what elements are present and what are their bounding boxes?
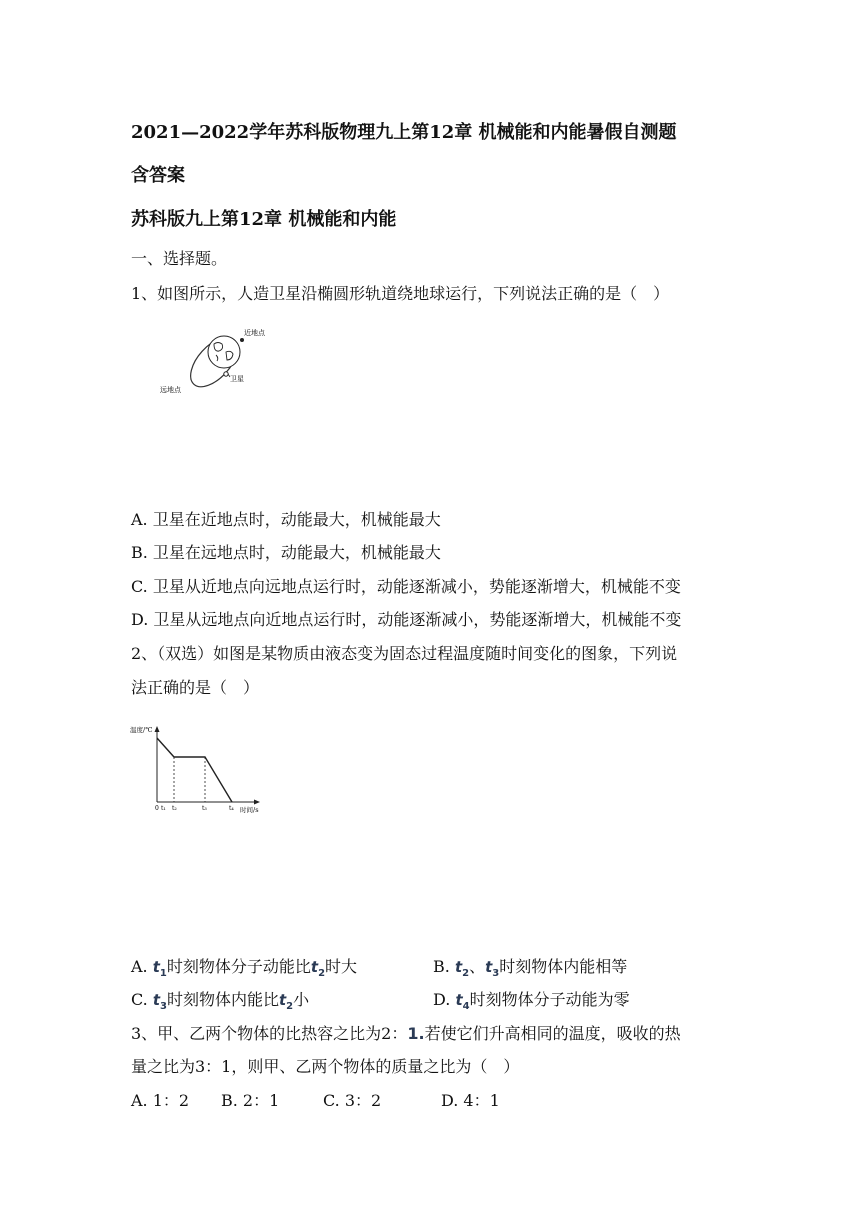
tick-t1: t₁ — [161, 805, 166, 812]
t4-symbol: $t_4$ — [455, 991, 470, 1012]
title-line-1: 2021—2022学年苏科版物理九上第12章 机械能和内能暑假自测题 — [131, 122, 677, 143]
tick-t2: t₂ — [172, 805, 177, 812]
question-3-stem-line-1: 3、甲、乙两个物体的比热容之比为2：1.若使它们升高相同的温度，吸收的热 — [131, 1024, 681, 1043]
axis-y-label: 温度/℃ — [130, 726, 153, 734]
q3-option-d: D. 4：1 — [441, 1091, 500, 1110]
q1-option-a: A. 卫星在近地点时，动能最大，机械能最大 — [131, 510, 441, 529]
tick-t4: t₄ — [229, 805, 234, 812]
satellite-orbit-figure — [156, 322, 276, 398]
origin-label: 0 — [155, 805, 159, 812]
label-satellite: 卫星 — [230, 375, 244, 383]
q3-option-b: B. 2：1 — [221, 1091, 280, 1110]
label-perigee: 近地点 — [244, 329, 265, 337]
t1-symbol: $t_1$ — [152, 958, 167, 979]
t2-symbol: $t_2$ — [310, 958, 326, 979]
title-line-2: 含答案 — [131, 165, 185, 186]
label-apogee: 远地点 — [160, 386, 181, 394]
q2-option-b: B. $t_2$、$t_3$时刻物体内能相等 — [433, 957, 628, 979]
q2-option-d: D. $t_4$时刻物体分子动能为零 — [433, 990, 630, 1012]
question-2-stem-line-2: 法正确的是（ ） — [131, 678, 260, 697]
t3-symbol: $t_3$ — [485, 958, 500, 979]
question-3-stem-line-2: 量之比为3：1，则甲、乙两个物体的质量之比为（ ） — [131, 1057, 520, 1076]
question-1-stem: 1、如图所示，人造卫星沿椭圆形轨道绕地球运行，下列说法正确的是（ ） — [131, 284, 670, 303]
section-heading: 一、选择题。 — [131, 249, 228, 268]
t2-symbol: $t_2$ — [279, 991, 294, 1012]
q1-option-c: C. 卫星从近地点向远地点运行时，动能逐渐减小，势能逐渐增大，机械能不变 — [131, 577, 681, 596]
axis-x-label: 时间/s — [240, 806, 259, 814]
q2-option-a: A. $t_1$时刻物体分子动能比$t_2$时大 — [131, 957, 358, 979]
q1-option-d: D. 卫星从远地点向近地点运行时，动能逐渐减小，势能逐渐增大，机械能不变 — [131, 610, 682, 629]
q2-option-c: C. $t_3$时刻物体内能比$t_2$小 — [131, 990, 310, 1012]
t2-symbol: $t_2$ — [454, 958, 470, 979]
t3-symbol: $t_3$ — [152, 991, 167, 1012]
cooling-curve-figure — [128, 722, 268, 814]
tick-t3: t₃ — [202, 805, 207, 812]
question-2-stem-line-1: 2、（双选）如图是某物质由液态变为固态过程温度随时间变化的图象，下列说 — [131, 644, 678, 663]
subtitle: 苏科版九上第12章 机械能和内能 — [131, 209, 397, 230]
q3-option-a: A. 1：2 — [131, 1091, 190, 1110]
q3-option-c: C. 3：2 — [323, 1091, 382, 1110]
q1-option-b: B. 卫星在远地点时，动能最大，机械能最大 — [131, 543, 441, 562]
